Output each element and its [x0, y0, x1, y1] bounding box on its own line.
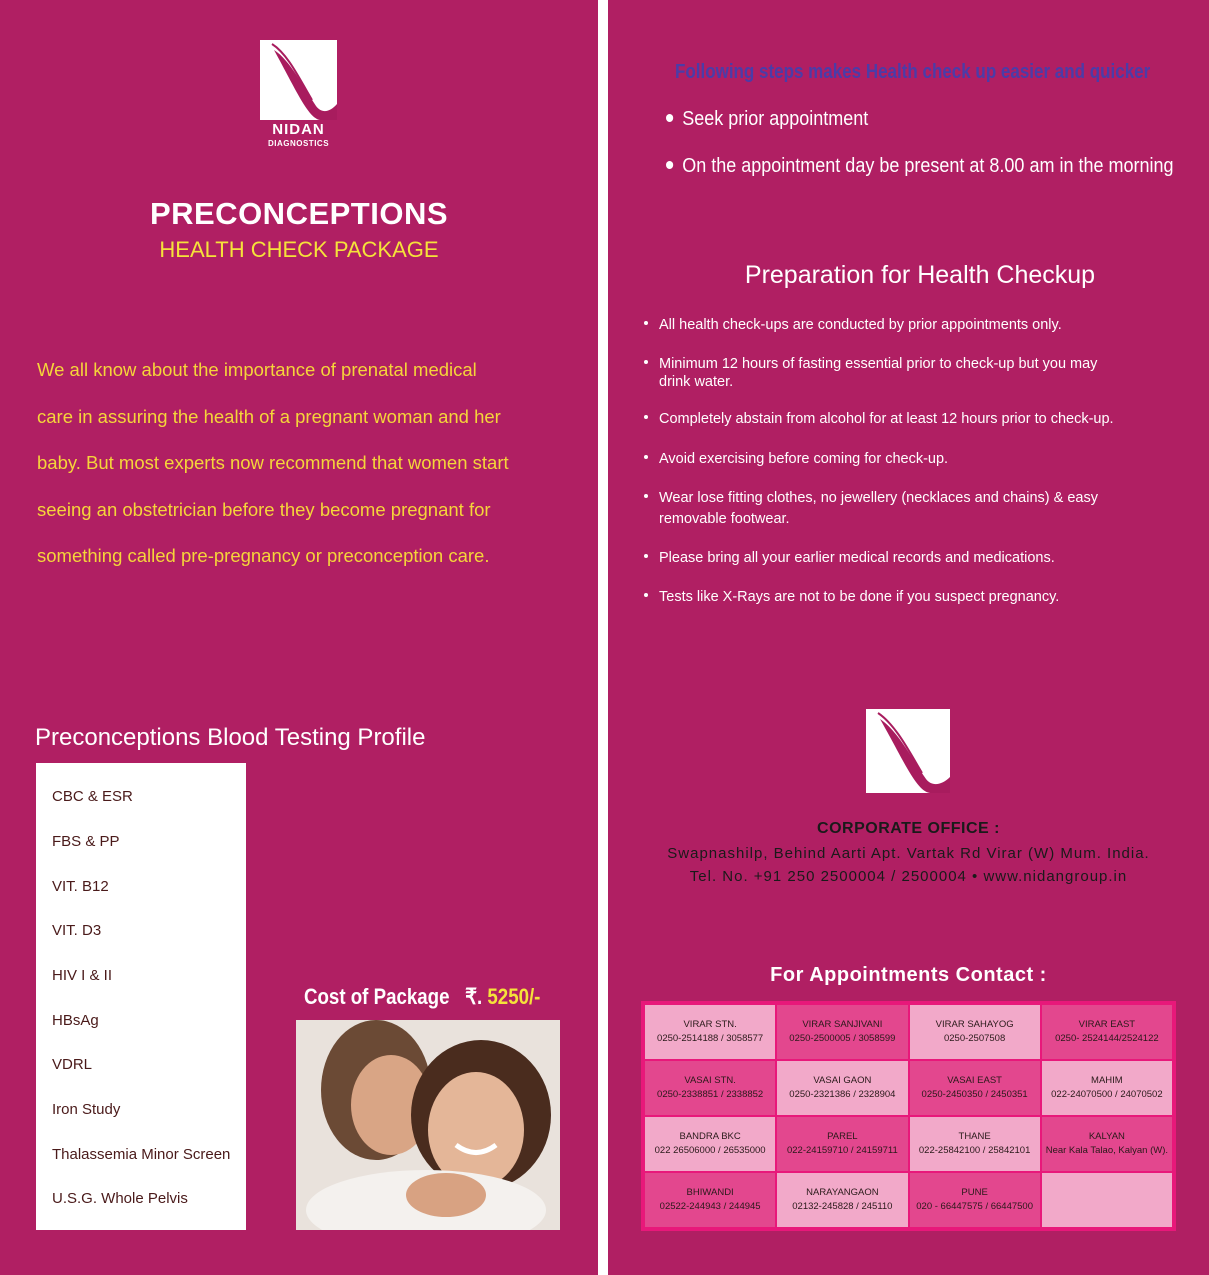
- center-name: BANDRA BKC: [679, 1131, 741, 1142]
- bullet-icon: [666, 114, 673, 122]
- center-name: THANE: [958, 1131, 991, 1142]
- center-name: VASAI GAON: [813, 1075, 872, 1086]
- prep-text: All health check-ups are conducted by prior appointments only.: [659, 317, 1062, 333]
- prep-text: Avoid exercising before coming for check-up.: [659, 451, 949, 467]
- test-item: Iron Study: [52, 1101, 121, 1118]
- center-cell: [910, 1061, 1040, 1115]
- center-phone: 0250-2500005 / 3058599: [789, 1033, 896, 1044]
- couple-photo: [296, 1020, 560, 1230]
- page-subtitle: HEALTH CHECK PACKAGE: [159, 237, 439, 262]
- bullet-icon: [644, 593, 648, 597]
- prep-text: Wear lose fitting clothes, no jewellery (necklaces and chains) & easy: [659, 490, 1098, 506]
- prep-text: Minimum 12 hours of fasting essential prior to check-up but you may: [659, 356, 1098, 372]
- page-title: PRECONCEPTIONS: [149, 196, 449, 231]
- center-cell: [910, 1173, 1040, 1227]
- right-panel: [608, 0, 1209, 1275]
- step-text: On the appointment day be present at 8.00 am in the morning: [682, 155, 1174, 177]
- prep-text: Please bring all your earlier medical records and medications.: [659, 550, 1055, 566]
- step-text: Seek prior appointment: [682, 108, 869, 130]
- intro-line: baby. But most experts now recommend that women start: [37, 452, 509, 473]
- step-item: [666, 108, 868, 131]
- prep-text-cont: removable footwear.: [659, 511, 790, 527]
- prep-text: Tests like X-Rays are not to be done if you suspect pregnancy.: [659, 589, 1060, 605]
- corporate-address: Swapnashilp, Behind Aarti Apt. Vartak Rd Virar (W) Mum. India.: [667, 845, 1150, 862]
- bullet-icon: [644, 494, 648, 498]
- intro-paragraph: [37, 347, 560, 580]
- test-item: HIV I & II: [52, 967, 113, 984]
- test-item: HBsAg: [52, 1012, 99, 1029]
- brand-tagline: DIAGNOSTICS: [267, 139, 330, 148]
- center-cell: [777, 1061, 907, 1115]
- test-item: VDRL: [52, 1056, 93, 1073]
- nidan-logo-mark: [260, 40, 337, 120]
- center-phone: 02132-245828 / 245110: [792, 1201, 893, 1212]
- test-item: VIT. B12: [52, 878, 109, 895]
- bullet-icon: [644, 455, 648, 459]
- intro-line: We all know about the importance of prenatal medical: [37, 359, 477, 380]
- prep-item: [644, 450, 1194, 468]
- center-cell: [777, 1173, 907, 1227]
- centers-grid: [645, 1005, 1172, 1227]
- corporate-contact: Tel. No. +91 250 2500004 / 2500004 • www.nidangroup.in: [689, 868, 1128, 885]
- center-cell: [1042, 1005, 1172, 1059]
- center-name: VASAI EAST: [947, 1075, 1002, 1086]
- tests-list: [36, 763, 246, 1230]
- bullet-icon: [666, 161, 673, 169]
- prep-item: [644, 410, 1204, 428]
- center-phone: 0250-2450350 / 2450351: [921, 1089, 1028, 1100]
- prep-item: [644, 316, 1194, 334]
- test-item: CBC & ESR: [52, 788, 133, 805]
- left-panel: [0, 0, 598, 1275]
- prep-item: [644, 355, 1194, 391]
- intro-line: care in assuring the health of a pregnant woman and her: [37, 405, 501, 427]
- bullet-icon: [644, 360, 648, 364]
- center-cell: [645, 1061, 775, 1115]
- profile-heading: Preconceptions Blood Testing Profile: [35, 724, 426, 751]
- bullet-icon: [644, 415, 648, 419]
- center-cell: [1042, 1061, 1172, 1115]
- center-phone: Near Kala Talao, Kalyan (W).: [1045, 1145, 1169, 1156]
- center-phone: 0250- 2524144/2524122: [1055, 1033, 1159, 1044]
- corporate-heading: CORPORATE OFFICE :: [817, 820, 1000, 837]
- center-name: NARAYANGAON: [806, 1187, 879, 1198]
- nidan-logo: [260, 40, 337, 120]
- cost-currency: ₹.: [465, 984, 483, 1009]
- test-item: U.S.G. Whole Pelvis: [52, 1190, 188, 1207]
- package-cost: [304, 984, 540, 1010]
- prep-item: [644, 489, 1194, 528]
- step-item: [666, 155, 1174, 178]
- nidan-logo: [866, 709, 950, 793]
- cost-amount: 5250/-: [487, 984, 541, 1009]
- couple-photo-illustration: [296, 1020, 560, 1230]
- intro-line: something called pre-pregnancy or preconception care.: [37, 545, 490, 566]
- intro-line: seeing an obstetrician before they become pregnant for: [37, 498, 491, 520]
- center-phone: 0250-2338851 / 2338852: [657, 1089, 764, 1100]
- cost-label: Cost of Package: [304, 984, 450, 1009]
- center-name: BHIWANDI: [686, 1187, 734, 1198]
- center-name: VIRAR STN.: [683, 1019, 737, 1030]
- center-name: VIRAR SAHAYOG: [935, 1019, 1014, 1030]
- test-item: FBS & PP: [52, 833, 120, 850]
- test-item: Thalassemia Minor Screen: [52, 1146, 231, 1163]
- center-phone: 020 - 66447575 / 66447500: [916, 1201, 1033, 1212]
- center-name: VIRAR SANJIVANI: [802, 1019, 883, 1030]
- centers-table: [641, 1001, 1176, 1231]
- center-phone: 02522-244943 / 244945: [659, 1201, 761, 1212]
- center-cell: [645, 1117, 775, 1171]
- test-item: VIT. D3: [52, 922, 102, 939]
- center-name: VIRAR EAST: [1078, 1019, 1136, 1030]
- bullet-icon: [644, 321, 648, 325]
- center-cell: [777, 1005, 907, 1059]
- center-name: PAREL: [827, 1131, 858, 1142]
- steps-title: Following steps makes Health check up easier and quicker: [675, 61, 1151, 83]
- center-cell: [645, 1173, 775, 1227]
- prep-item: [644, 588, 1194, 606]
- brand-name: NIDAN: [272, 121, 325, 138]
- appointments-heading: For Appointments Contact :: [770, 964, 1047, 986]
- prep-text: Completely abstain from alcohol for at least 12 hours prior to check-up.: [659, 411, 1114, 427]
- center-name: PUNE: [961, 1187, 988, 1198]
- prep-title: Preparation for Health Checkup: [744, 261, 1096, 289]
- center-phone: 0250-2507508: [943, 1033, 1006, 1044]
- center-phone: 022-24159710 / 24159711: [786, 1145, 898, 1156]
- nidan-logo-mark: [866, 709, 950, 793]
- center-cell: [777, 1117, 907, 1171]
- center-phone: 0250-2321386 / 2328904: [789, 1089, 896, 1100]
- center-name: VASAI STN.: [684, 1075, 736, 1086]
- center-phone: 0250-2514188 / 3058577: [657, 1033, 764, 1044]
- center-name: KALYAN: [1088, 1131, 1125, 1142]
- bullet-icon: [644, 554, 648, 558]
- center-phone: 022-25842100 / 25842101: [918, 1145, 1031, 1156]
- prep-text-cont: drink water.: [659, 374, 734, 390]
- prep-item: [644, 549, 1194, 567]
- center-cell: [1042, 1173, 1172, 1227]
- center-cell: [910, 1005, 1040, 1059]
- center-name: MAHIM: [1091, 1075, 1123, 1086]
- center-cell: [1042, 1117, 1172, 1171]
- center-phone: 022-24070500 / 24070502: [1051, 1089, 1163, 1100]
- center-cell: [645, 1005, 775, 1059]
- center-cell: [910, 1117, 1040, 1171]
- center-phone: 022 26506000 / 26535000: [654, 1145, 766, 1156]
